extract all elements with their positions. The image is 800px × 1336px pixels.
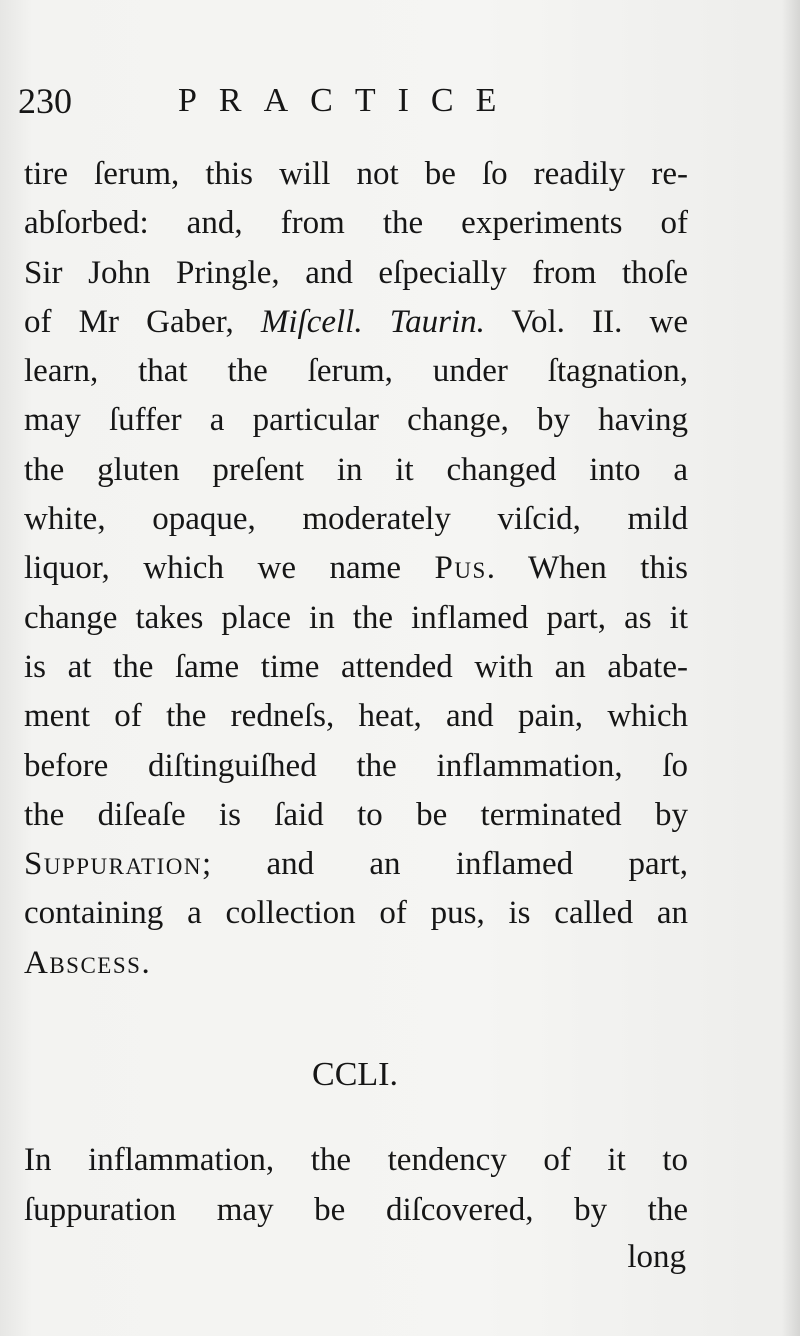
text-line xyxy=(24,446,688,495)
text-run: ; and an inflamed part, xyxy=(202,846,688,883)
text-line xyxy=(24,1135,688,1185)
text-run: change takes place in the inflamed part, as it xyxy=(24,599,688,636)
text-run: containing a collection of pus, is called an xyxy=(24,895,688,932)
text-run: learn, that the ſerum, under ſtagnation, xyxy=(24,353,688,390)
page-number: 230 xyxy=(18,81,72,121)
text-run: Sir John Pringle, and eſpecially from thoſe xyxy=(24,254,688,291)
section-heading: CCLI. xyxy=(312,1056,398,1093)
text-run: Vol. II. we xyxy=(484,303,688,340)
text-run: the diſeaſe is ſaid to be terminated by xyxy=(24,796,688,833)
text-run: ſuppuration may be diſcovered, by the xyxy=(24,1192,688,1228)
text-line xyxy=(24,150,688,199)
running-head: PRACTICE xyxy=(178,82,519,119)
text-run: white, opaque, moderately viſcid, mild xyxy=(24,501,688,538)
text-line xyxy=(24,298,688,347)
text-run: tire ſerum, this will not be ſo readily re- xyxy=(24,156,688,192)
text-line xyxy=(24,495,688,544)
small-caps-text: Abscess xyxy=(24,944,142,981)
text-line xyxy=(24,643,688,692)
text-run: may ſuffer a particular change, by having xyxy=(24,402,688,439)
text-line xyxy=(24,1185,688,1235)
text-line xyxy=(24,889,688,938)
text-run: liquor, which we name xyxy=(24,550,435,587)
text-run: the gluten preſent in it changed into a xyxy=(24,451,688,488)
catchword: long xyxy=(627,1239,686,1275)
italic-text: Miſcell. Taurin. xyxy=(260,303,485,340)
text-run: of Mr Gaber, xyxy=(24,303,261,340)
small-caps-text: Pus xyxy=(434,550,487,587)
text-line xyxy=(24,939,688,988)
text-line xyxy=(24,742,688,791)
text-run: . When this xyxy=(486,550,688,587)
page-header xyxy=(18,78,678,128)
page-edge-shadow xyxy=(782,0,800,1336)
text-run: . xyxy=(141,944,150,981)
text-run: In inflammation, the tendency of it to xyxy=(24,1142,688,1178)
text-line xyxy=(24,199,688,248)
text-run: ment of the redneſs, heat, and pain, which xyxy=(24,698,688,735)
text-run: is at the ſame time attended with an abate- xyxy=(24,648,688,685)
text-line xyxy=(24,396,688,445)
text-line xyxy=(24,249,688,298)
section-body-text xyxy=(24,1135,688,1235)
text-line xyxy=(24,347,688,396)
text-line xyxy=(24,544,688,593)
text-line xyxy=(24,791,688,840)
text-line xyxy=(24,594,688,643)
text-line xyxy=(24,692,688,741)
body-text xyxy=(24,150,688,988)
text-line xyxy=(24,840,688,889)
small-caps-text: Suppuration xyxy=(24,846,202,883)
text-run: abſorbed: and, from the experiments of xyxy=(24,205,688,242)
text-run: before diſtinguiſhed the inflammation, ſo xyxy=(24,747,688,784)
